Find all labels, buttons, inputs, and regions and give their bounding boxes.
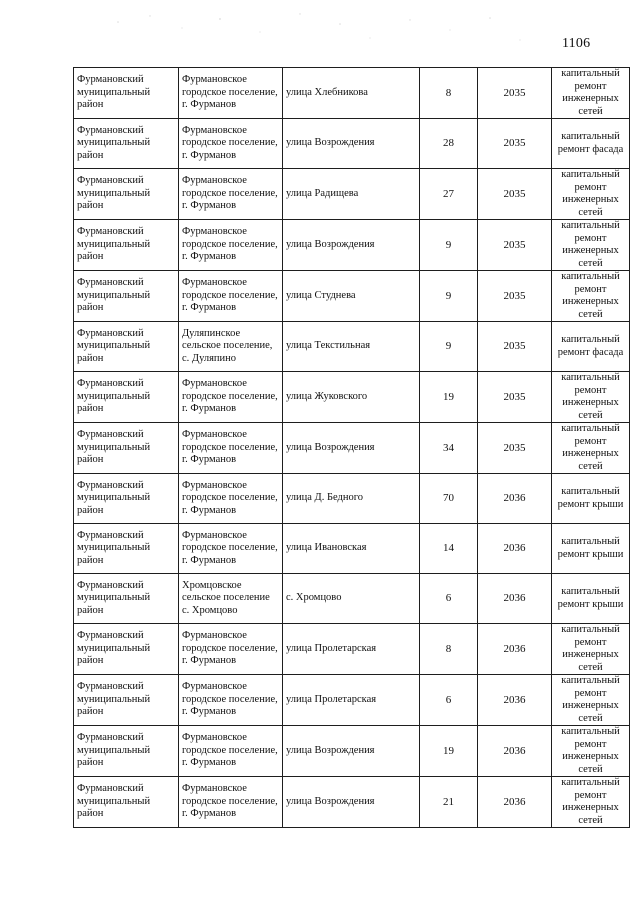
year-cell: 2036 — [478, 675, 552, 726]
street-cell: улица Возрождения — [283, 119, 420, 169]
settlement-cell: Фурмановское городское поселение, г. Фурманов — [179, 169, 283, 220]
street-cell: улица Возрождения — [283, 423, 420, 474]
street-cell: улица Возрождения — [283, 220, 420, 271]
scan-noise — [110, 10, 530, 50]
street-cell: улица Возрождения — [283, 726, 420, 777]
house-number-cell: 34 — [420, 423, 478, 474]
table-row — [74, 322, 630, 372]
district-cell: Фурмановский муниципальный район — [74, 169, 179, 220]
year-cell: 2035 — [478, 169, 552, 220]
house-number-cell: 21 — [420, 777, 478, 828]
work-type-cell: капитальный ремонт инженерных сетей — [552, 372, 630, 423]
table-row — [74, 220, 630, 271]
work-type-cell: капитальный ремонт инженерных сетей — [552, 169, 630, 220]
table-row — [74, 68, 630, 119]
work-type-cell: капитальный ремонт инженерных сетей — [552, 777, 630, 828]
work-type-cell: капитальный ремонт крыши — [552, 474, 630, 524]
year-cell: 2036 — [478, 474, 552, 524]
settlement-cell: Фурмановское городское поселение, г. Фурманов — [179, 271, 283, 322]
table-row — [74, 524, 630, 574]
work-type-cell: капитальный ремонт крыши — [552, 574, 630, 624]
district-cell: Фурмановский муниципальный район — [74, 68, 179, 119]
settlement-cell: Фурмановское городское поселение, г. Фурманов — [179, 624, 283, 675]
street-cell: улица Жуковского — [283, 372, 420, 423]
house-number-cell: 9 — [420, 322, 478, 372]
year-cell: 2036 — [478, 726, 552, 777]
year-cell: 2035 — [478, 271, 552, 322]
street-cell: улица Текстильная — [283, 322, 420, 372]
settlement-cell: Фурмановское городское поселение, г. Фурманов — [179, 777, 283, 828]
work-type-cell: капитальный ремонт крыши — [552, 524, 630, 574]
table-row — [74, 474, 630, 524]
work-type-cell: капитальный ремонт инженерных сетей — [552, 423, 630, 474]
work-type-cell: капитальный ремонт фасада — [552, 322, 630, 372]
table-row — [74, 624, 630, 675]
work-type-cell: капитальный ремонт фасада — [552, 119, 630, 169]
street-cell: улица Ивановская — [283, 524, 420, 574]
settlement-cell: Фурмановское городское поселение, г. Фурманов — [179, 68, 283, 119]
year-cell: 2035 — [478, 322, 552, 372]
year-cell: 2035 — [478, 68, 552, 119]
settlement-cell: Фурмановское городское поселение, г. Фурманов — [179, 675, 283, 726]
district-cell: Фурмановский муниципальный район — [74, 220, 179, 271]
street-cell: улица Студнева — [283, 271, 420, 322]
house-number-cell: 14 — [420, 524, 478, 574]
table-row — [74, 372, 630, 423]
year-cell: 2035 — [478, 119, 552, 169]
work-type-cell: капитальный ремонт инженерных сетей — [552, 271, 630, 322]
settlement-cell: Фурмановское городское поселение, г. Фурманов — [179, 423, 283, 474]
street-cell: улица Пролетарская — [283, 624, 420, 675]
page-number: 1106 — [562, 36, 591, 51]
settlement-cell: Фурмановское городское поселение, г. Фурманов — [179, 524, 283, 574]
house-number-cell: 6 — [420, 574, 478, 624]
settlement-cell: Фурмановское городское поселение, г. Фурманов — [179, 726, 283, 777]
table-row — [74, 271, 630, 322]
work-type-cell: капитальный ремонт инженерных сетей — [552, 68, 630, 119]
street-cell: улица Хлебникова — [283, 68, 420, 119]
district-cell: Фурмановский муниципальный район — [74, 675, 179, 726]
district-cell: Фурмановский муниципальный район — [74, 322, 179, 372]
street-cell: улица Возрождения — [283, 777, 420, 828]
house-number-cell: 19 — [420, 372, 478, 423]
house-number-cell: 6 — [420, 675, 478, 726]
house-number-cell: 70 — [420, 474, 478, 524]
table-row — [74, 777, 630, 828]
district-cell: Фурмановский муниципальный район — [74, 271, 179, 322]
house-number-cell: 19 — [420, 726, 478, 777]
settlement-cell: Фурмановское городское поселение, г. Фурманов — [179, 119, 283, 169]
house-number-cell: 28 — [420, 119, 478, 169]
district-cell: Фурмановский муниципальный район — [74, 524, 179, 574]
settlement-cell: Фурмановское городское поселение, г. Фурманов — [179, 474, 283, 524]
table-row — [74, 423, 630, 474]
buildings-table — [73, 67, 630, 828]
district-cell: Фурмановский муниципальный район — [74, 624, 179, 675]
house-number-cell: 8 — [420, 68, 478, 119]
work-type-cell: капитальный ремонт инженерных сетей — [552, 220, 630, 271]
house-number-cell: 8 — [420, 624, 478, 675]
table-row — [74, 119, 630, 169]
district-cell: Фурмановский муниципальный район — [74, 574, 179, 624]
house-number-cell: 9 — [420, 271, 478, 322]
district-cell: Фурмановский муниципальный район — [74, 777, 179, 828]
house-number-cell: 27 — [420, 169, 478, 220]
house-number-cell: 9 — [420, 220, 478, 271]
settlement-cell: Фурмановское городское поселение, г. Фурманов — [179, 220, 283, 271]
work-type-cell: капитальный ремонт инженерных сетей — [552, 726, 630, 777]
district-cell: Фурмановский муниципальный район — [74, 474, 179, 524]
settlement-cell: Дуляпинское сельское поселение, с. Дуляпино — [179, 322, 283, 372]
table-row — [74, 169, 630, 220]
settlement-cell: Фурмановское городское поселение, г. Фурманов — [179, 372, 283, 423]
street-cell: улица Пролетарская — [283, 675, 420, 726]
work-type-cell: капитальный ремонт инженерных сетей — [552, 675, 630, 726]
street-cell: улица Радищева — [283, 169, 420, 220]
table-row — [74, 726, 630, 777]
work-type-cell: капитальный ремонт инженерных сетей — [552, 624, 630, 675]
street-cell: с. Хромцово — [283, 574, 420, 624]
district-cell: Фурмановский муниципальный район — [74, 423, 179, 474]
year-cell: 2036 — [478, 624, 552, 675]
settlement-cell: Хромцовское сельское поселение с. Хромцово — [179, 574, 283, 624]
district-cell: Фурмановский муниципальный район — [74, 726, 179, 777]
year-cell: 2036 — [478, 574, 552, 624]
year-cell: 2035 — [478, 423, 552, 474]
table-row — [74, 574, 630, 624]
table-row — [74, 675, 630, 726]
year-cell: 2035 — [478, 220, 552, 271]
district-cell: Фурмановский муниципальный район — [74, 372, 179, 423]
year-cell: 2035 — [478, 372, 552, 423]
district-cell: Фурмановский муниципальный район — [74, 119, 179, 169]
year-cell: 2036 — [478, 777, 552, 828]
street-cell: улица Д. Бедного — [283, 474, 420, 524]
year-cell: 2036 — [478, 524, 552, 574]
